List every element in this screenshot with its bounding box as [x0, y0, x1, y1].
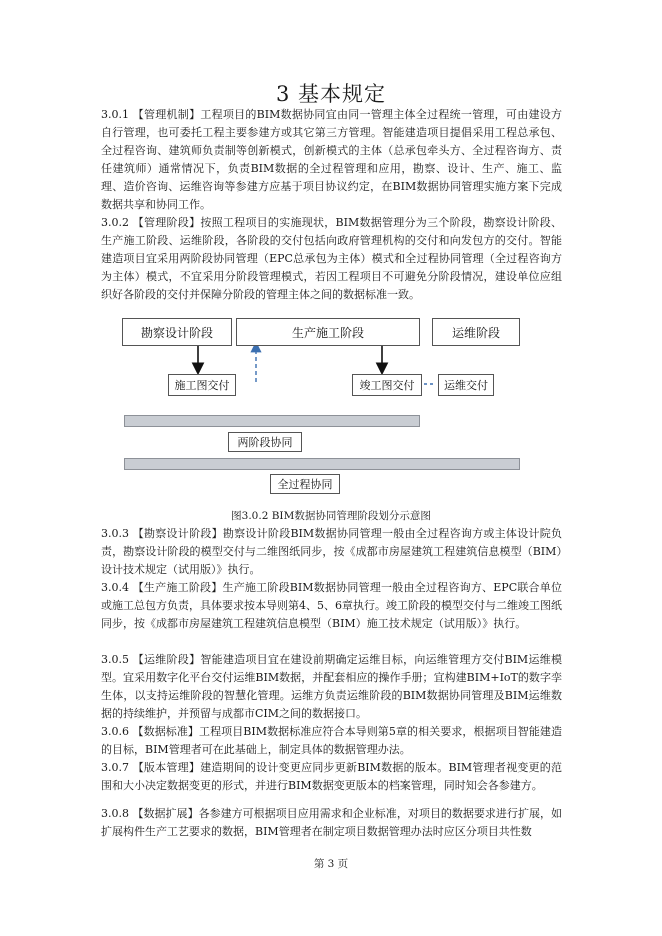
figure-caption: 图3.0.2 BIM数据协同管理阶段划分示意图 — [231, 510, 431, 522]
two-stage-bar — [124, 415, 420, 427]
full-process-bar — [124, 458, 520, 470]
paragraph-3-0-5: 3.0.5 【运维阶段】智能建造项目宜在建设前期确定运维目标，向运维管理方交付BIM运维模型。宜采用数字化平台交付运维BIM数据，并配套相应的操作手册；宜构建BIM+IoT的数字孪生体，以支持运维阶段的智慧化管理。运维方负责运维阶段的BIM数据协同管理及BIM运维数据的持续维护，并预留与成都市CIM之间的数据接口。 — [101, 653, 562, 720]
paragraph-3-0-4: 3.0.4 【生产施工阶段】生产施工阶段BIM数据协同管理一般由全过程咨询方、EPC联合单位或施工总包方负责，具体要求按本导则第4、5、6章执行。竣工阶段的模型交付与二维竣工图纸同步，按《成都市房屋建筑工程建筑信息模型（BIM）施工技术规定（试用版）》执行。 — [101, 581, 562, 630]
paragraph-3-0-2: 3.0.2 【管理阶段】按照工程项目的实施现状，BIM数据管理分为三个阶段，勘察设计阶段、生产施工阶段、运维阶段，各阶段的交付包括向政府管理机构的交付和向发包方的交付。智能建造项目宜采用两阶段协同管理（EPC总承包为主体）模式和全过程协同管理（全过程咨询方为主体）模式，不宜采用分阶段管理模式，若因工程项目不可避免分阶段情况，建设单位应组织好各阶段的交付并保障分阶段的管理主体之间的数据标准一致。 — [101, 216, 562, 301]
paragraph-3-0-3: 3.0.3 【勘察设计阶段】勘察设计阶段BIM数据协同管理一般由全过程咨询方或主体设计院负责，勘察设计阶段的模型交付与二维图纸同步，按《成都市房屋建筑工程建筑信息模型（BIM）设计技术规定（试用版）》执行。 — [101, 527, 562, 576]
paragraph-3-0-8: 3.0.8 【数据扩展】各参建方可根据项目应用需求和企业标准，对项目的数据要求进行扩展，如扩展构件生产工艺要求的数据，BIM管理者在制定项目数据管理办法时应区分项目共性数 — [101, 807, 562, 838]
stage-construction-box: 生产施工阶段 — [236, 318, 420, 346]
operation-delivery-box: 运维交付 — [438, 374, 494, 396]
full-process-label: 全过程协同 — [270, 474, 340, 494]
page-title: 3 基本规定 — [275, 82, 387, 106]
completion-drawing-delivery-box: 竣工图交付 — [352, 374, 422, 396]
paragraph-3-0-1: 3.0.1 【管理机制】工程项目的BIM数据协同宜由同一管理主体全过程统一管理，可由建设方自行管理，也可委托工程主要参建方或其它第三方管理。智能建造项目提倡采用工程总承包、全过程咨询、建筑师负责制等创新模式，创新模式的主体（总承包牵头方、全过程咨询方、责任建筑师）通常情况下，负责BIM数据的全过程管理和应用，勘察、设计、生产、施工、监理、造价咨询、运维咨询等参建方应基于项目协议约定，在BIM数据协同管理实施方案下完成数据共享和协同工作。 — [101, 108, 562, 211]
stage-survey-box: 勘察设计阶段 — [122, 318, 232, 346]
construction-drawing-delivery-box: 施工图交付 — [168, 374, 236, 396]
page-number: 第 3 页 — [313, 858, 349, 870]
two-stage-label: 两阶段协同 — [228, 432, 302, 452]
stage-operation-box: 运维阶段 — [432, 318, 520, 346]
paragraph-3-0-7: 3.0.7 【版本管理】建造期间的设计变更应同步更新BIM数据的版本。BIM管理者视变更的范围和大小决定数据变更的形式，并进行BIM数据变更版本的档案管理，同时知会各参建方。 — [101, 761, 562, 792]
paragraph-3-0-6: 3.0.6 【数据标准】工程项目BIM数据标准应符合本导则第5章的相关要求，根据项目智能建造的目标，BIM管理者可在此基础上，制定具体的数据管理办法。 — [101, 725, 562, 756]
stage-diagram — [120, 314, 520, 500]
